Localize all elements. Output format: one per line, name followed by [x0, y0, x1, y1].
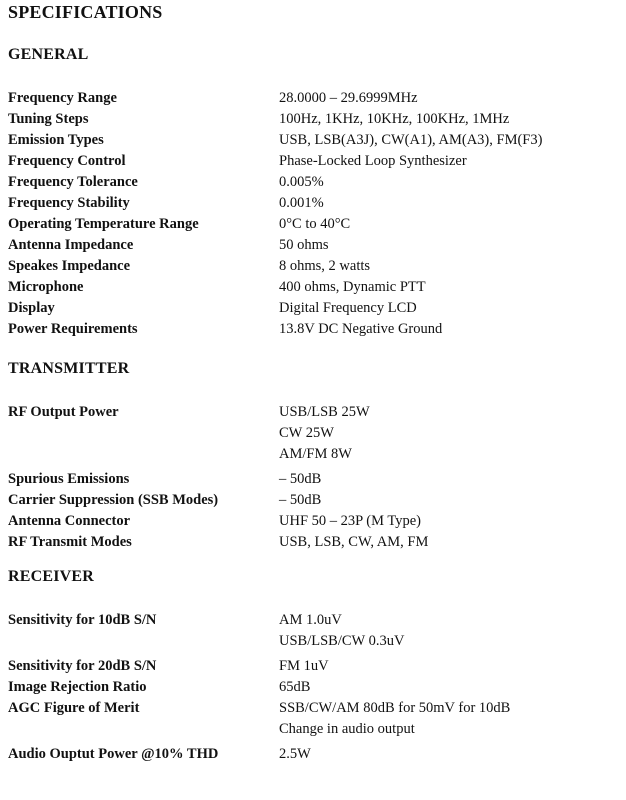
spec-label: Display [8, 300, 55, 316]
spec-value-line: 2.5W [279, 746, 311, 762]
spec-value [279, 109, 618, 130]
spec-row [8, 532, 618, 553]
spec-value-line: 400 ohms, Dynamic PTT [279, 279, 426, 295]
spec-value-line: Change in audio output [279, 721, 415, 737]
spec-row [8, 610, 618, 652]
spec-value [279, 610, 618, 652]
spec-value-line: 65dB [279, 679, 311, 695]
spec-value [279, 172, 618, 193]
spec-value [279, 469, 618, 490]
spec-row [8, 656, 618, 677]
spec-value [279, 402, 618, 465]
section-title-receiver: RECEIVER [8, 568, 95, 585]
spec-value [279, 256, 618, 277]
spec-value-line: UHF 50 – 23P (M Type) [279, 513, 421, 529]
spec-value-line: USB/LSB/CW 0.3uV [279, 633, 405, 649]
spec-label: Speakes Impedance [8, 258, 131, 274]
spec-row [8, 402, 618, 465]
spec-value [279, 319, 618, 340]
spec-label: RF Output Power [8, 404, 119, 420]
spec-value [279, 88, 618, 109]
spec-row [8, 151, 618, 172]
spec-value-line: USB, LSB, CW, AM, FM [279, 534, 429, 550]
spec-value [279, 214, 618, 235]
spec-label: RF Transmit Modes [8, 534, 132, 550]
spec-table-transmitter [8, 402, 618, 553]
spec-value [279, 532, 618, 553]
spec-label: Frequency Tolerance [8, 174, 138, 190]
spec-value-line: CW 25W [279, 425, 334, 441]
spec-value-line: Phase-Locked Loop Synthesizer [279, 153, 467, 169]
spec-value-line: FM 1uV [279, 658, 329, 674]
spec-value-line: USB, LSB(A3J), CW(A1), AM(A3), FM(F3) [279, 132, 543, 148]
section-general [8, 44, 618, 340]
spec-value [279, 698, 618, 740]
spec-label: Antenna Connector [8, 513, 131, 529]
spec-row [8, 88, 618, 109]
spec-value-line: – 50dB [279, 492, 322, 508]
spec-row [8, 256, 618, 277]
spec-value-line: AM 1.0uV [279, 612, 342, 628]
spec-row [8, 193, 618, 214]
spec-value-line: Digital Frequency LCD [279, 300, 417, 316]
spec-label: Sensitivity for 10dB S/N [8, 612, 157, 628]
spec-row [8, 277, 618, 298]
spec-row [8, 490, 618, 511]
spec-value-line: 100Hz, 1KHz, 10KHz, 100KHz, 1MHz [279, 111, 510, 127]
spec-value-line: 0°C to 40°C [279, 216, 351, 232]
spec-value [279, 151, 618, 172]
spec-value-line: 13.8V DC Negative Ground [279, 321, 443, 337]
spec-label: Power Requirements [8, 321, 138, 337]
spec-value [279, 193, 618, 214]
spec-row [8, 109, 618, 130]
spec-value-line: 0.005% [279, 174, 324, 190]
spec-row [8, 698, 618, 740]
spec-value-line: SSB/CW/AM 80dB for 50mV for 10dB [279, 700, 511, 716]
spec-value [279, 235, 618, 256]
spec-row [8, 235, 618, 256]
spec-label: Audio Ouptut Power @10% THD [8, 746, 219, 762]
spec-label: Microphone [8, 279, 84, 295]
spec-row [8, 744, 618, 765]
spec-label: AGC Figure of Merit [8, 700, 140, 716]
spec-label: Image Rejection Ratio [8, 679, 147, 695]
spec-value [279, 277, 618, 298]
spec-value-line: 50 ohms [279, 237, 329, 253]
spec-label: Spurious Emissions [8, 471, 130, 487]
spec-row [8, 319, 618, 340]
spec-value [279, 511, 618, 532]
spec-value [279, 490, 618, 511]
spec-value-line: USB/LSB 25W [279, 404, 370, 420]
spec-value [279, 130, 618, 151]
spec-row [8, 511, 618, 532]
spec-table-receiver [8, 610, 618, 765]
spec-value [279, 656, 618, 677]
spec-value-line: 0.001% [279, 195, 324, 211]
spec-label: Tuning Steps [8, 111, 89, 127]
spec-label: Sensitivity for 20dB S/N [8, 658, 157, 674]
spec-value-line: 28.0000 – 29.6999MHz [279, 90, 418, 106]
spec-row [8, 677, 618, 698]
spec-value [279, 677, 618, 698]
spec-table-general [8, 88, 618, 340]
spec-label: Frequency Range [8, 90, 117, 106]
spec-label: Carrier Suppression (SSB Modes) [8, 492, 219, 508]
page-title: SPECIFICATIONS [8, 2, 163, 22]
spec-value-line: 8 ohms, 2 watts [279, 258, 371, 274]
spec-label: Frequency Control [8, 153, 126, 169]
spec-row [8, 130, 618, 151]
spec-value-line: AM/FM 8W [279, 446, 352, 462]
spec-row [8, 214, 618, 235]
section-title-general: GENERAL [8, 46, 89, 63]
spec-value-line: – 50dB [279, 471, 322, 487]
spec-row [8, 172, 618, 193]
section-title-transmitter: TRANSMITTER [8, 360, 130, 377]
section-receiver [8, 566, 618, 765]
spec-label: Operating Temperature Range [8, 216, 199, 232]
spec-value [279, 744, 618, 765]
spec-label: Emission Types [8, 132, 104, 148]
spec-row [8, 469, 618, 490]
spec-row [8, 298, 618, 319]
spec-label: Frequency Stability [8, 195, 130, 211]
spec-value [279, 298, 618, 319]
spec-label: Antenna Impedance [8, 237, 134, 253]
section-transmitter [8, 358, 618, 553]
